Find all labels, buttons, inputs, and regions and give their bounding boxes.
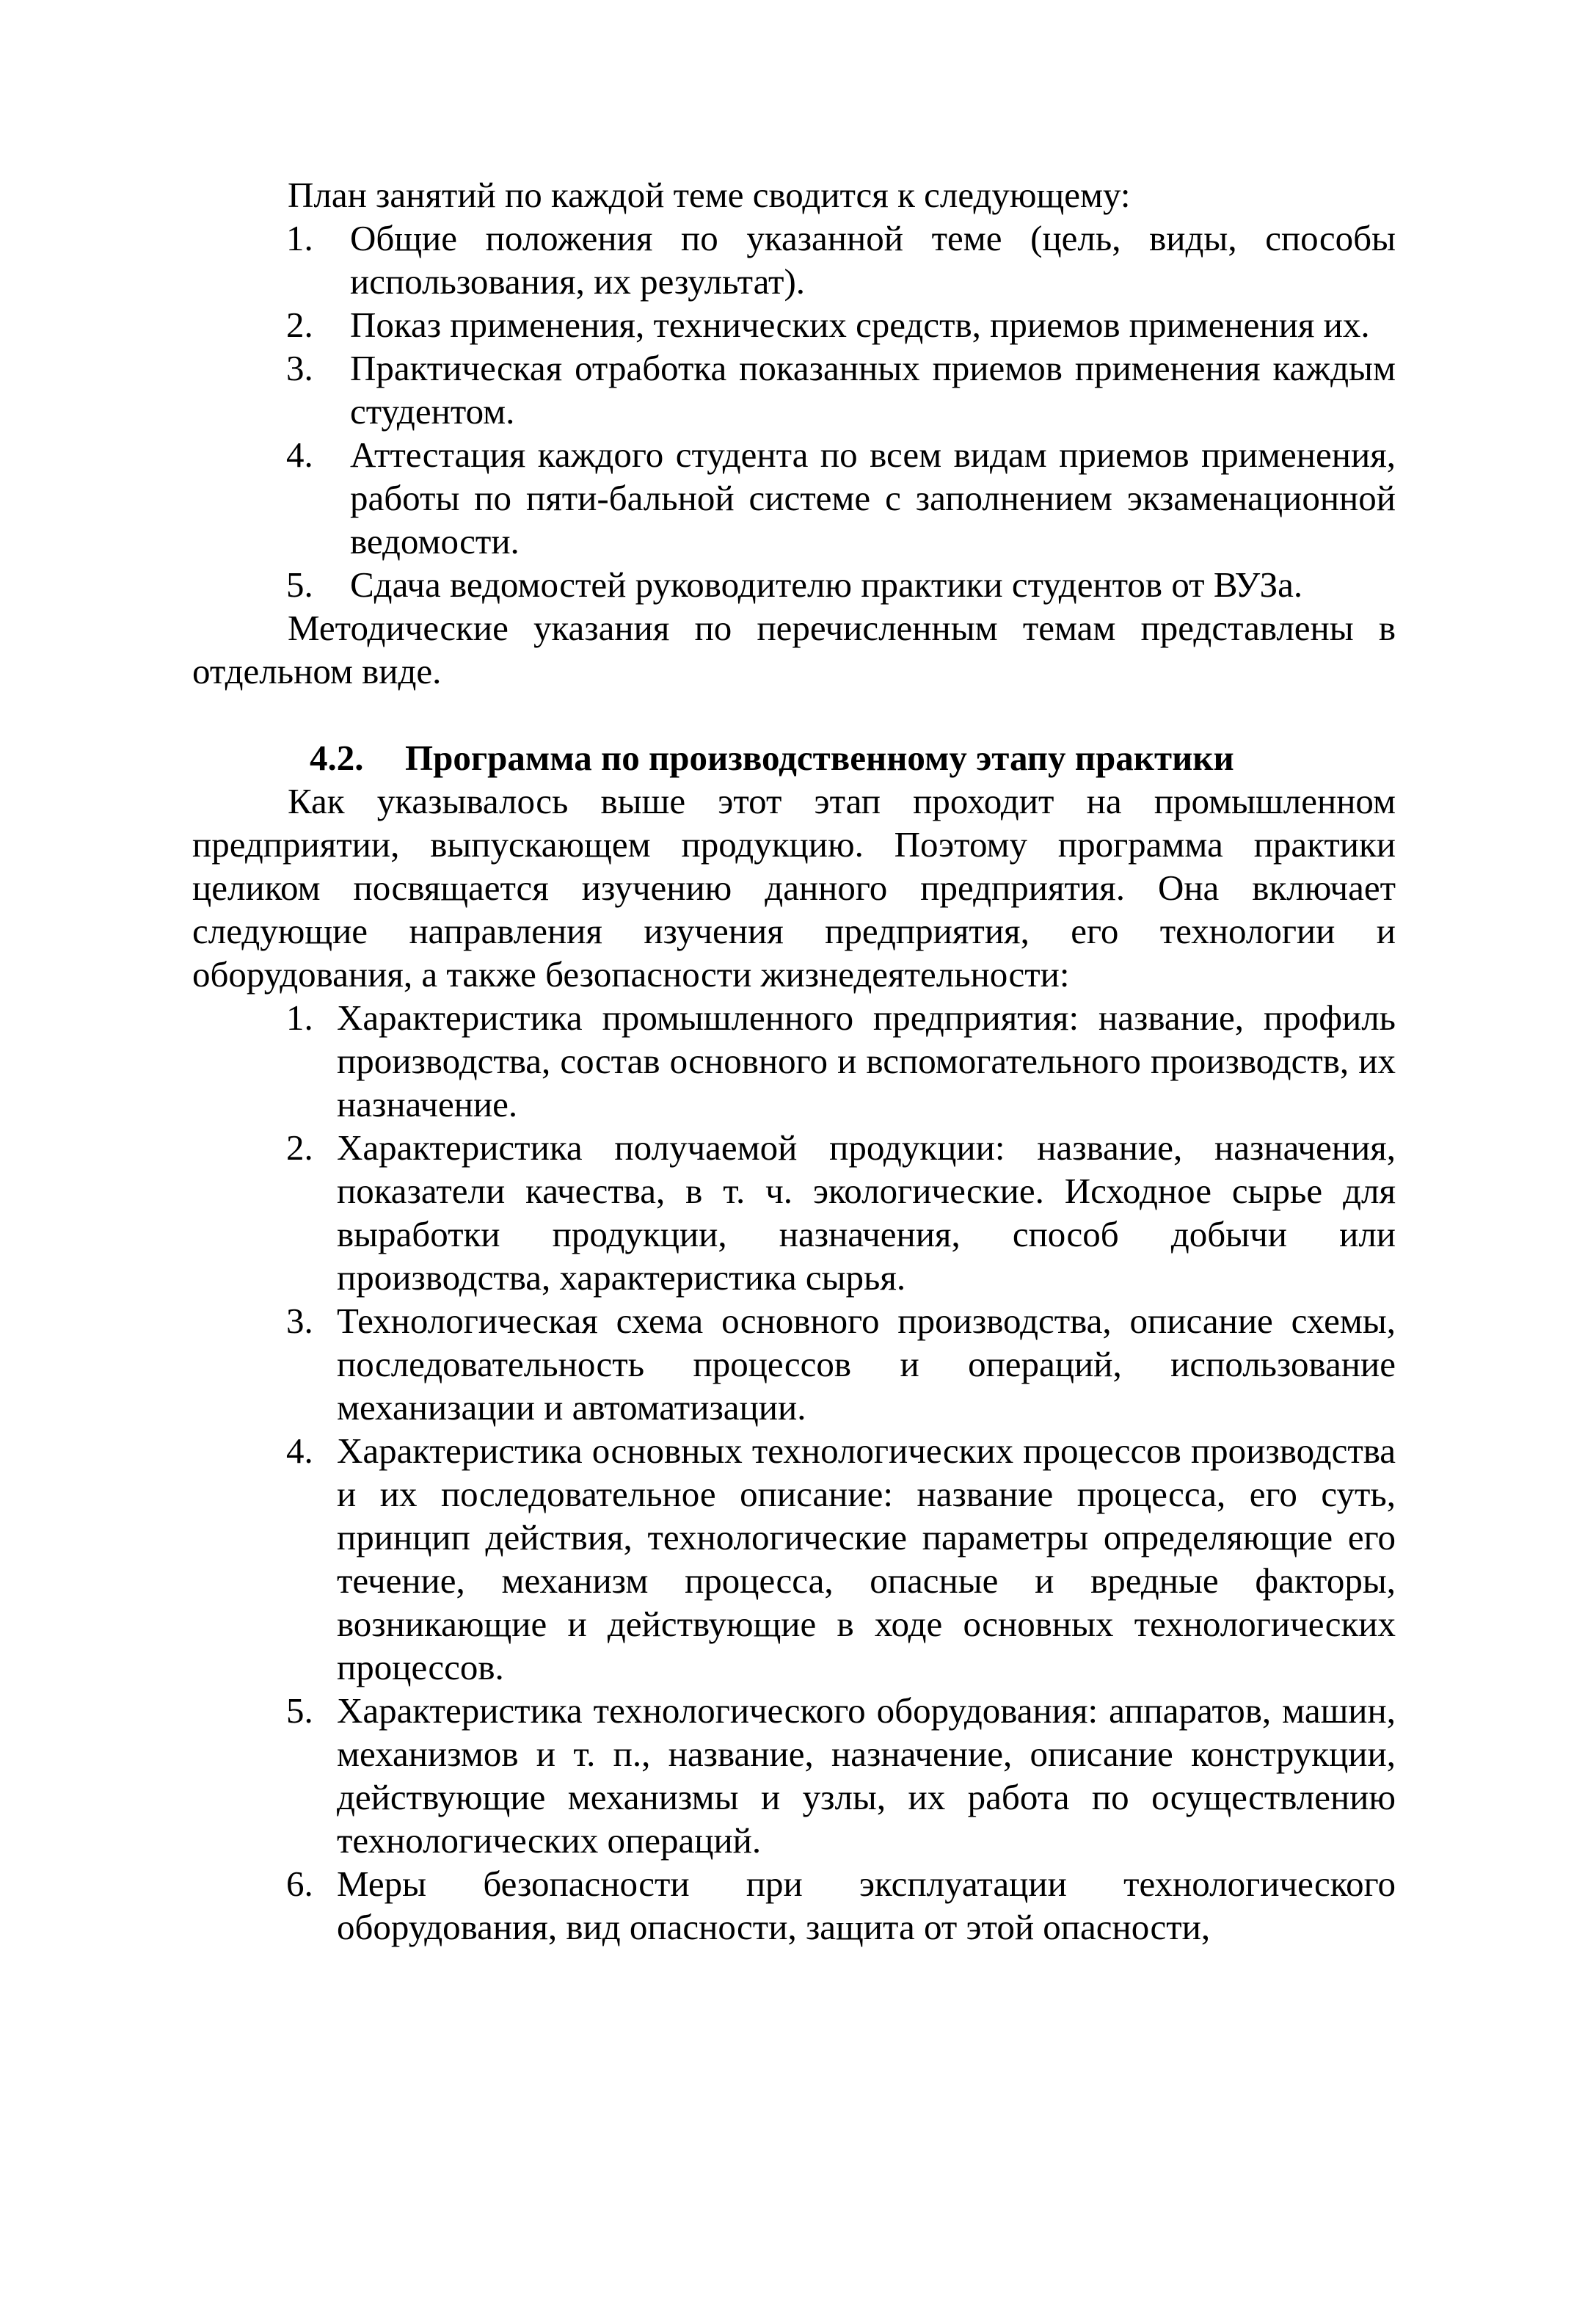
list-item-text: Показ применения, технических средств, приемов применения их. bbox=[350, 305, 1370, 345]
section-title: Программа по производственному этапу практики bbox=[405, 738, 1234, 778]
list-item-number: 4. bbox=[286, 1431, 313, 1471]
list-item-number: 5. bbox=[286, 564, 313, 605]
list-item-text: Характеристика получаемой продукции: название, назначения, показатели качества, в т. ч. экологические. Исходное сырье для выработки продукции, назначения, способ добычи или производства, характеристика сырья. bbox=[337, 1127, 1396, 1298]
list-item-text: Сдача ведомостей руководителю практики студентов от ВУЗа. bbox=[350, 564, 1303, 605]
list-item-text: Характеристика промышленного предприятия: название, профиль производства, состав основного и вспомогательного производств, их назначение. bbox=[337, 997, 1396, 1124]
document-page bbox=[192, 173, 1396, 1949]
section-number: 4.2. bbox=[310, 738, 364, 778]
list-item bbox=[192, 1429, 1396, 1689]
lesson-plan-list bbox=[192, 217, 1396, 606]
list-item bbox=[192, 303, 1396, 346]
list-item-number: 1. bbox=[286, 218, 313, 258]
section1-intro: План занятий по каждой теме сводится к следующему: bbox=[288, 175, 1131, 215]
list-item-text: Характеристика технологического оборудования: аппаратов, машин, механизмов и т. п., название, назначение, описание конструкции, действующие механизмы и узлы, их работа по осуществлению технологических операций. bbox=[337, 1690, 1396, 1861]
list-item-number: 3. bbox=[286, 348, 313, 388]
study-directions-list bbox=[192, 996, 1396, 1949]
list-item bbox=[192, 1862, 1396, 1949]
list-item-number: 2. bbox=[286, 1127, 313, 1168]
list-item bbox=[192, 433, 1396, 563]
list-item bbox=[192, 996, 1396, 1126]
section1-closing: Методические указания по перечисленным темам представлены в отдельном виде. bbox=[192, 608, 1396, 691]
list-item bbox=[192, 1126, 1396, 1299]
list-item-number: 3. bbox=[286, 1301, 313, 1341]
list-item-number: 2. bbox=[286, 305, 313, 345]
list-item bbox=[192, 346, 1396, 433]
list-item-number: 5. bbox=[286, 1690, 313, 1731]
list-item-number: 6. bbox=[286, 1864, 313, 1904]
list-item-text: Общие положения по указанной теме (цель, виды, способы использования, их результат). bbox=[350, 218, 1396, 302]
list-item-text: Меры безопасности при эксплуатации технологического оборудования, вид опасности, защита от этой опасности, bbox=[337, 1864, 1396, 1947]
list-item-number: 4. bbox=[286, 435, 313, 475]
list-item-text: Аттестация каждого студента по всем видам приемов применения, работы по пяти-бальной системе с заполнением экзаменационной ведомости. bbox=[350, 435, 1396, 561]
list-item-text: Характеристика основных технологических процессов производства и их последовательное описание: название процесса, его суть, принцип действия, технологические параметры определяющие его течение, механизм процесса, опасные и вредные факторы, возникающие и действующие в ходе основных технологических процессов. bbox=[337, 1431, 1396, 1687]
list-item-number: 1. bbox=[286, 997, 313, 1038]
list-item bbox=[192, 563, 1396, 606]
list-item-text: Практическая отработка показанных приемов применения каждым студентом. bbox=[350, 348, 1396, 432]
list-item-text: Технологическая схема основного производства, описание схемы, последовательность процессов и операций, использование механизации и автоматизации. bbox=[337, 1301, 1396, 1428]
list-item bbox=[192, 217, 1396, 303]
section-heading bbox=[192, 736, 1396, 779]
section2-intro: Как указывалось выше этот этап проходит на промышленном предприятии, выпускающем продукцию. Поэтому программа практики целиком посвящается изучению данного предприятия. Она включает следующие направления изучения предприятия, его технологии и оборудования, а также безопасности жизнедеятельности: bbox=[192, 781, 1396, 995]
list-item bbox=[192, 1689, 1396, 1862]
list-item bbox=[192, 1299, 1396, 1429]
